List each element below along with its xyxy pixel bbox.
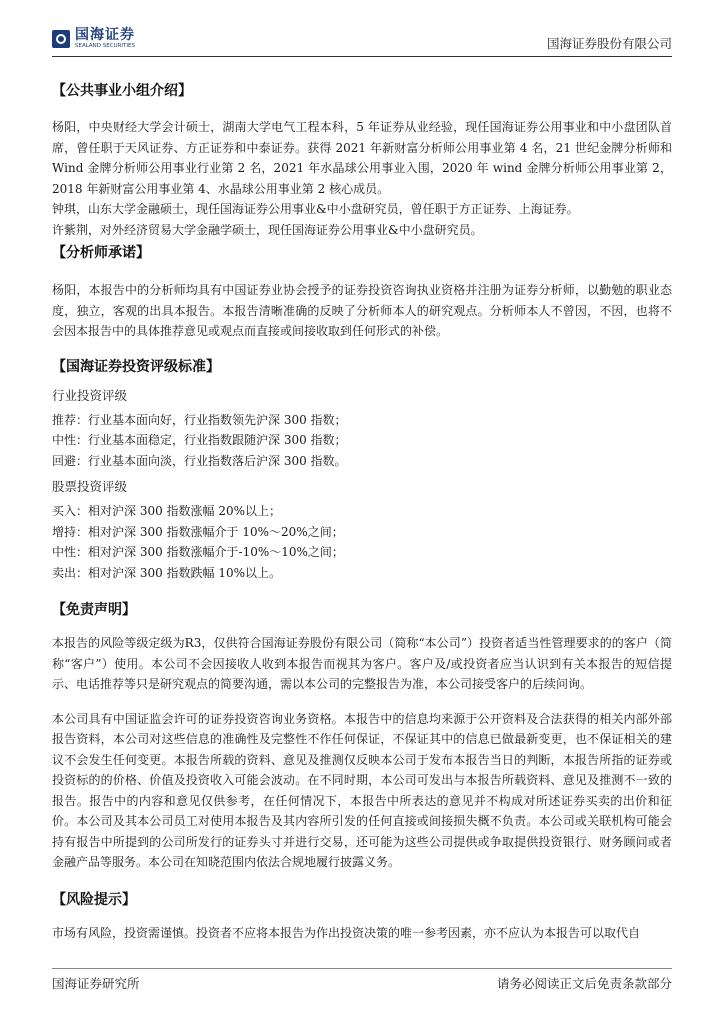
disclaimer-paragraph-2: 本公司具有中国证监会许可的证券投资咨询业务资格。本报告中的信息均来源于公开资料及合法获得的相关内部外部报告资料，本公司对这些信息的准确性及完整性不作任何保证，不保证其中的信息已做最新变更，也不保证相关的建议不会发生任何变更。本报告所载的资料、意见及推测仅反映本公司于发布本报告当日的判断，本报告所指的证券或投资标的的价格、价值及投资收入可能会波动。在不同时期，本公司可发出与本报告所载资料、意见及推测不一致的报告。报告中的内容和意见仅供参考，在任何情况下，本报告中所表达的意见并不构成对所述证券买卖的出价和征价。本公司及其本公司员工对使用本报告及其内容所引发的任何直接或间接损失概不负责。本公司或关联机构可能会持有报告中所提到的公司所发行的证券头寸并进行交易，还可能为这些公司提供或争取提供投资银行、财务顾问或者金融产品等服务。本公司在知晓范围内依法合规地履行披露义务。 bbox=[52, 711, 672, 869]
stock-rating-add: 增持：相对沪深 300 指数涨幅介于 10%～20%之间； bbox=[52, 524, 344, 539]
team-member-xuzijing: 许紫荆，对外经济贸易大学金融学硕士，现任国海证券公用事业&中小盘研究员。 bbox=[52, 222, 483, 237]
industry-rating-avoid: 回避：行业基本面向淡，行业指数落后沪深 300 指数。 bbox=[52, 453, 347, 468]
disclaimer-paragraph-1: 本报告的风险等级定级为R3，仅供符合国海证券股份有限公司（简称“本公司”）投资者适当性管理要求的的客户（简称“客户”）使用。本公司不会因接收人收到本报告而视其为客户。客户及/或投资者应当认识到有关本报告的短信提示、电话推荐等只是研究观点的简要沟通，需以本公司的完整报告为准，本公司接受客户的后续问询。 bbox=[52, 636, 672, 691]
footer-institute: 国海证券研究所 bbox=[52, 976, 140, 991]
team-member-zhongqi: 钟琪，山东大学金融硕士，现任国海证券公用事业&中小盘研究员，曾任职于方正证券、上海证券。 bbox=[52, 202, 579, 216]
industry-rating-neutral: 中性：行业基本面稳定，行业指数跟随沪深 300 指数； bbox=[52, 433, 347, 447]
footer-divider bbox=[52, 968, 672, 969]
industry-rating-label: 行业投资评级 bbox=[52, 387, 128, 403]
industry-rating-recommend: 推荐：行业基本面向好，行业指数领先沪深 300 指数； bbox=[52, 412, 347, 427]
stock-rating-label: 股票投资评级 bbox=[52, 479, 128, 494]
stock-rating-sell: 卖出：相对沪深 300 指数跌幅 10%以上。 bbox=[52, 565, 282, 580]
logo-cn-text: 国海证券 bbox=[75, 27, 135, 43]
logo-en-text: SEALAND SECURITIES bbox=[75, 43, 136, 49]
disclaimer-section-title: 【免责声明】 bbox=[52, 602, 136, 618]
company-logo bbox=[52, 28, 135, 50]
header-divider bbox=[52, 56, 672, 57]
stock-rating-neutral: 中性：相对沪深 300 指数涨幅介于-10%～10%之间； bbox=[52, 545, 344, 559]
team-member-yangyang: 杨阳，中央财经大学会计硕士，湖南大学电气工程本科，5 年证券从业经验，现任国海证券公用事业和中小盘团队首席，曾任职于天风证券、方正证券和中泰证券。获得 2021 年新财富分析师公用事业第 4 名，21 世纪金牌分析师和 Wind 金牌分析师公用事业行业第 2 名，2021 年水晶球公用事业入围，2020 年 wind 金牌分析师公用事业第 2，2018 年新财富公用事业第 4、水晶球公用事业第 2 核心成员。 bbox=[52, 120, 672, 196]
risk-section-title: 【风险提示】 bbox=[52, 891, 136, 908]
footer-notice: 请务必阅读正文后免责条款部分 bbox=[496, 976, 672, 991]
commitment-paragraph: 杨阳，本报告中的分析师均具有中国证券业协会授予的证券投资咨询执业资格并注册为证券分析师，以勤勉的职业态度，独立，客观的出具本报告。本报告清晰准确的反映了分析师本人的研究观点。分析师本人不曾因，不因，也将不会因本报告中的具体推荐意见或观点而直接或间接收取到任何形式的补偿。 bbox=[52, 283, 672, 338]
stock-rating-buy: 买入：相对沪深 300 指数涨幅 20%以上； bbox=[52, 504, 282, 518]
rating-section-title: 【国海证券投资评级标准】 bbox=[52, 358, 220, 375]
page-header bbox=[52, 28, 672, 54]
header-company-name: 国海证券股份有限公司 bbox=[546, 36, 672, 51]
page-body bbox=[52, 78, 672, 943]
logo-icon bbox=[52, 30, 70, 48]
commitment-section-title: 【分析师承诺】 bbox=[52, 245, 150, 261]
team-section-title: 【公共事业小组介绍】 bbox=[52, 83, 192, 99]
risk-paragraph: 市场有风险，投资需谨慎。投资者不应将本报告为作出投资决策的唯一参考因素，亦不应认为本报告可以取代自 bbox=[52, 925, 641, 940]
